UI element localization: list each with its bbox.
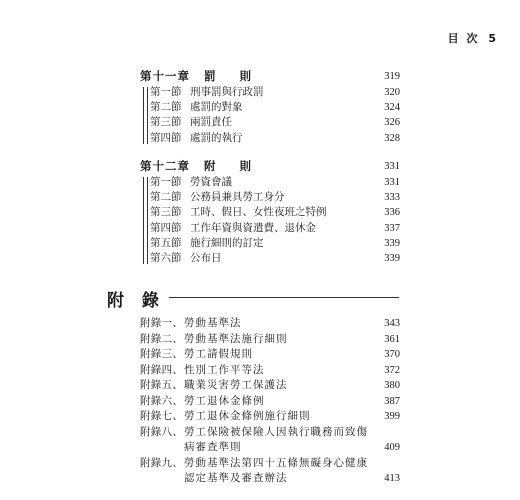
toc-row[interactable]: [150, 251, 400, 266]
appendix-label: 附錄五、: [140, 379, 184, 391]
appendix-title: 勞動基準法施行細則: [184, 332, 288, 345]
appendix-page: 413: [384, 473, 400, 484]
section-title: 兩罰責任: [190, 116, 232, 129]
appendix-heading: [107, 286, 399, 311]
chapter-11: [140, 68, 400, 146]
toc-row[interactable]: [150, 175, 400, 190]
page-header: [445, 30, 498, 46]
appendix-title: 勞工退休金條例施行細則: [184, 410, 311, 422]
chapter-name: 罰 則: [204, 69, 262, 83]
header-label: 目 次: [447, 32, 480, 45]
appendix-title: 勞工退休金條例: [184, 394, 265, 407]
appendix-item[interactable]: [140, 363, 400, 379]
section-label: 第五節: [150, 236, 182, 249]
toc-row[interactable]: [150, 115, 400, 130]
appendix-title: 勞動基準法: [184, 317, 242, 329]
section-page: 339: [384, 252, 400, 264]
toc-row[interactable]: [150, 100, 400, 115]
appendix-title: 勞工請假規則: [184, 348, 253, 360]
section-title: 工作年資與資遣費、退休金: [190, 221, 316, 234]
section-title: 處罰的對象: [190, 101, 243, 114]
appendix-label: 附錄二、: [140, 332, 184, 345]
section-title: 刑事罰與行政罰: [190, 86, 264, 98]
appendix-page: 387: [384, 395, 400, 407]
section-title: 公布日: [190, 251, 222, 264]
appendix-page: 380: [384, 380, 400, 391]
appendix-item[interactable]: [140, 332, 400, 348]
appendix-label: 附錄一、: [140, 317, 184, 329]
section-title: 處罰的執行: [190, 131, 243, 144]
section-label: 第四節: [150, 221, 182, 234]
appendix-page: 370: [384, 349, 400, 360]
appendix-label: 附錄六、: [140, 394, 184, 407]
section-title: 工時、假日、女性夜班之特例: [190, 206, 327, 219]
appendix-label: 附錄七、: [140, 410, 184, 422]
section-label: 第六節: [150, 251, 182, 264]
appendix-list: [140, 316, 400, 487]
toc-row[interactable]: [150, 131, 400, 146]
appendix-page: 361: [384, 333, 400, 345]
section-label: 第三節: [150, 116, 182, 129]
appendix-label: 附錄三、: [140, 348, 184, 360]
section-page: 320: [384, 87, 400, 98]
appendix-title: 勞動基準法第四十五條無礙身心健康認定基準及審查辦法: [184, 456, 368, 484]
chapter-page: 319: [384, 71, 400, 82]
chapter-label: 第十二章: [140, 159, 190, 173]
section-title: 施行細則的訂定: [190, 236, 264, 249]
toc-row[interactable]: [150, 221, 400, 236]
section-label: 第四節: [150, 131, 182, 144]
appendix-title: 附 錄: [107, 291, 169, 311]
section-label: 第二節: [150, 191, 182, 204]
appendix-label: 附錄四、: [140, 363, 184, 376]
toc-row[interactable]: [150, 190, 400, 205]
appendix-page: 409: [384, 442, 400, 453]
section-label: 第三節: [150, 206, 182, 219]
chapter-title[interactable]: [140, 68, 400, 85]
section-page: 339: [384, 237, 400, 249]
appendix-page: 372: [384, 364, 400, 376]
section-list: [140, 85, 400, 146]
section-label: 第一節: [150, 86, 182, 98]
section-title: 勞資會議: [190, 176, 232, 188]
appendix-item[interactable]: [140, 347, 400, 363]
section-page: 336: [384, 207, 400, 219]
appendix-item[interactable]: [140, 456, 400, 487]
chapter-title[interactable]: [140, 158, 400, 175]
chapter-label: 第十一章: [140, 69, 190, 83]
toc-row[interactable]: [150, 205, 400, 220]
toc-row[interactable]: [150, 236, 400, 251]
section-title: 公務員兼具勞工身分: [190, 191, 285, 204]
chapter-name: 附 則: [204, 159, 262, 173]
appendix-page: 343: [384, 318, 400, 329]
chapter-page: 331: [384, 161, 400, 172]
appendix-label: 附錄九、: [140, 456, 184, 469]
section-page: 328: [384, 132, 400, 144]
toc-row[interactable]: [150, 85, 400, 100]
section-list: [140, 175, 400, 266]
appendix-title: 職業災害勞工保護法: [184, 379, 288, 391]
section-page: 333: [384, 192, 400, 204]
section-label: 第二節: [150, 101, 182, 114]
section-page: 337: [384, 222, 400, 234]
appendix-title: 性別工作平等法: [184, 363, 265, 376]
section-page: 324: [384, 102, 400, 114]
section-page: 326: [384, 117, 400, 129]
appendix-page: 399: [384, 411, 400, 422]
appendix-item[interactable]: [140, 425, 400, 456]
chapter-12: [140, 158, 400, 266]
section-page: 331: [384, 177, 400, 188]
header-page-number: 5: [488, 32, 498, 45]
appendix-item[interactable]: [140, 409, 400, 425]
appendix-item[interactable]: [140, 378, 400, 394]
appendix-item[interactable]: [140, 316, 400, 332]
appendix-label: 附錄八、: [140, 425, 184, 438]
appendix-item[interactable]: [140, 394, 400, 410]
appendix-title: 勞工保險被保險人因執行職務而致傷病審查準則: [184, 425, 368, 453]
section-label: 第一節: [150, 176, 182, 188]
